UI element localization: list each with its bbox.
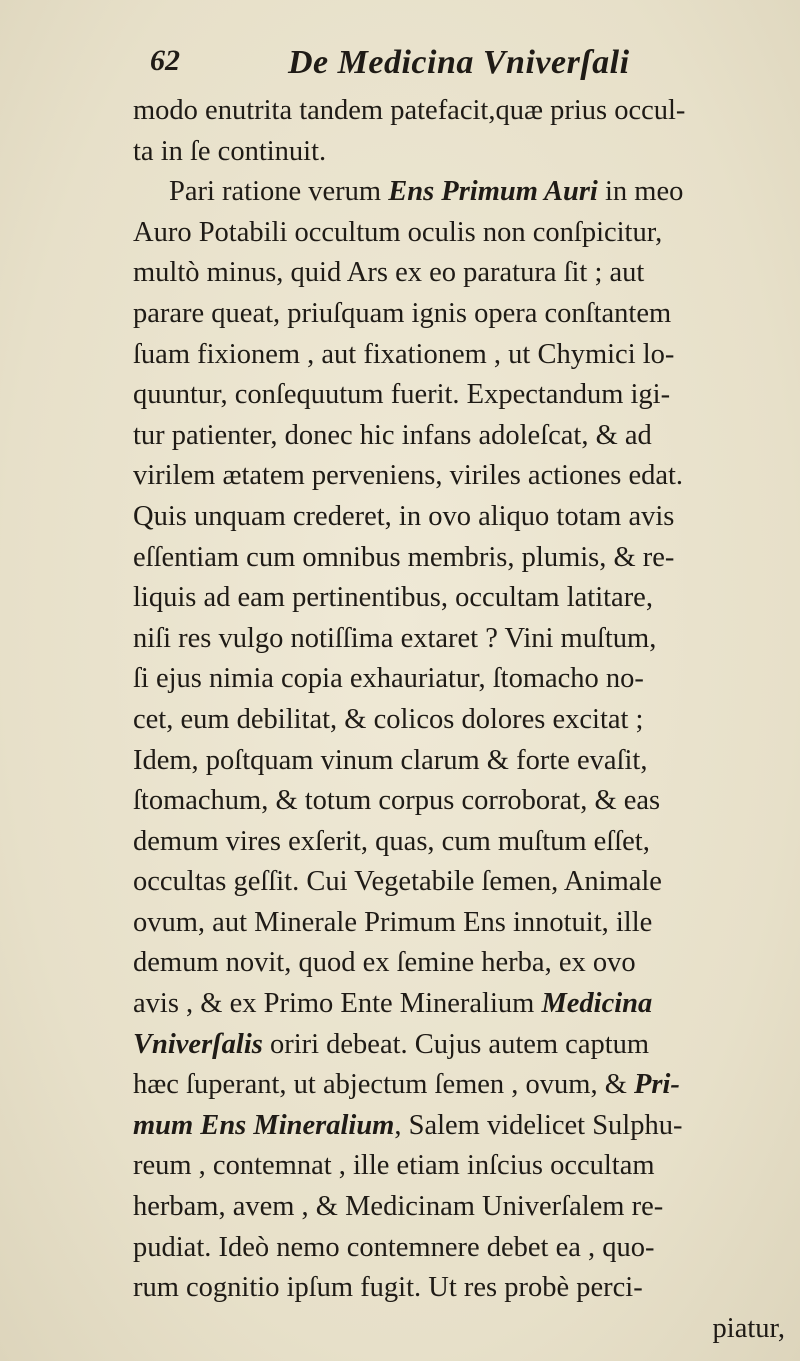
text-line: ſtomachum, & totum corpus corroborat, & eas (133, 785, 661, 817)
text-line: Pari ratione verum Ens Primum Auri in meo (169, 176, 684, 208)
text-line: Vniverſalis oriri debeat. Cujus autem captum (133, 1028, 650, 1060)
text-line: quuntur, conſequutum fuerit. Expectandum igi- (133, 379, 671, 411)
text-line: niſi res vulgo notiſſima extaret ? Vini muſtum, (133, 622, 657, 654)
text-body (133, 91, 793, 1349)
text-line: reum , contemnat , ille etiam inſcius occultam (133, 1150, 655, 1182)
text-line: demum vires exſerit, quas, cum muſtum eſſet, (133, 825, 650, 857)
text-line: occultas geſſit. Cui Vegetabile ſemen, Animale (133, 866, 662, 898)
text-line: mum Ens Mineralium, Salem videlicet Sulphu- (133, 1109, 683, 1141)
page-header (150, 44, 800, 88)
text-line: Idem, poſtquam vinum clarum & forte evaſit, (133, 744, 648, 776)
text-line: modo enutrita tandem patefacit,quæ prius occul- (133, 95, 686, 126)
text-line: Quis unquam crederet, in ovo aliquo totam avis (133, 500, 675, 532)
page-number: 62 (150, 44, 180, 77)
text-line: ſi ejus nimia copia exhauriatur, ſtomacho no- (133, 663, 644, 695)
text-line: tur patienter, donec hic infans adoleſcat, & ad (133, 419, 652, 451)
text-line: Auro Potabili occultum oculis non conſpicitur, (133, 216, 663, 248)
catchword: piatur, (712, 1312, 785, 1344)
text-line: ta in ſe continuit. (133, 135, 327, 167)
text-line: pudiat. Ideò nemo contemnere debet ea , quo- (133, 1231, 655, 1263)
text-line: cet, eum debilitat, & colicos dolores excitat ; (133, 703, 644, 735)
text-line: rum cognitio ipſum fugit. Ut res probè perci- (133, 1272, 643, 1304)
text-line: virilem ætatem perveniens, viriles actiones edat. (133, 460, 684, 492)
text-line: herbam, avem , & Medicinam Univerſalem re- (133, 1191, 664, 1223)
text-line: demum novit, quod ex ſemine herba, ex ovo (133, 947, 636, 979)
text-line: hæc ſuperant, ut abjectum ſemen , ovum, & Pri- (133, 1069, 680, 1101)
text-line: ovum, aut Minerale Primum Ens innotuit, ille (133, 906, 653, 938)
text-line: multò minus, quid Ars ex eo paratura ſit ; aut (133, 257, 645, 289)
text-line: liquis ad eam pertinentibus, occultam latitare, (133, 582, 653, 614)
text-line: eſſentiam cum omnibus membris, plumis, & re- (133, 541, 675, 573)
text-line: ſuam fixionem , aut fixationem , ut Chymici lo- (133, 338, 675, 370)
text-line: parare queat, priuſquam ignis opera conſtantem (133, 297, 672, 329)
running-title: De Medicina Vniverſali (288, 44, 630, 81)
text-line: avis , & ex Primo Ente Mineralium Medicina (133, 988, 653, 1020)
